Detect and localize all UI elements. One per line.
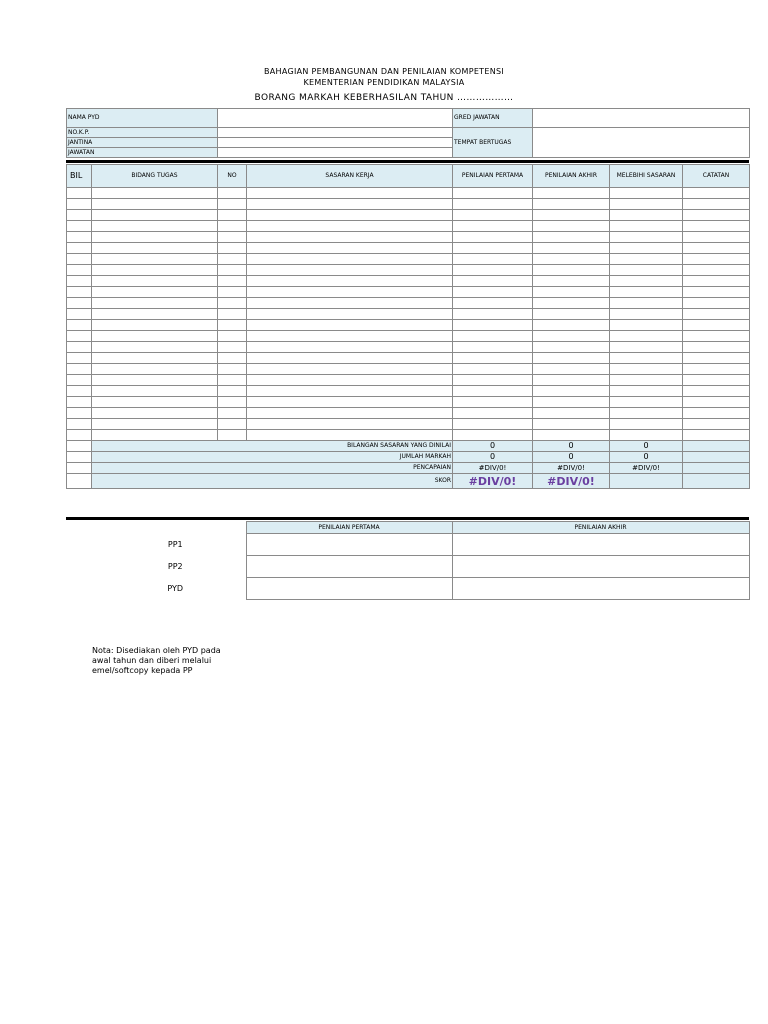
table-cell[interactable] — [533, 265, 610, 276]
jumlah-value-pertama: 0 — [453, 452, 533, 463]
table-cell[interactable] — [533, 276, 610, 287]
form-title: BORANG MARKAH KEBERHASILAN TAHUN ……………… — [254, 93, 514, 103]
table-cell[interactable] — [218, 254, 247, 265]
summary-jumlah-label: JUMLAH MARKAH — [92, 452, 453, 463]
table-cell[interactable] — [610, 375, 683, 386]
nota-text: Nota: Disediakan oleh PYD pada awal tahun dan diberi melalui emel/softcopy kepada PP — [92, 646, 221, 675]
table-cell[interactable] — [247, 188, 453, 199]
signoff-pyd-akhir[interactable] — [452, 578, 749, 600]
table-cell[interactable] — [683, 397, 750, 408]
table-cell[interactable] — [683, 298, 750, 309]
jumlah-value-melebihi: 0 — [610, 452, 683, 463]
table-cell[interactable] — [533, 353, 610, 364]
table-cell[interactable] — [533, 386, 610, 397]
field-no-kp[interactable] — [218, 128, 453, 138]
table-cell[interactable] — [92, 276, 218, 287]
table-cell[interactable] — [610, 408, 683, 419]
col-penilaian-pertama: PENILAIAN PERTAMA — [453, 165, 533, 188]
table-cell[interactable] — [533, 364, 610, 375]
table-cell[interactable] — [610, 254, 683, 265]
table-cell[interactable] — [247, 375, 453, 386]
table-cell[interactable] — [533, 375, 610, 386]
table-cell[interactable] — [610, 397, 683, 408]
signoff-pp2-akhir[interactable] — [452, 556, 749, 578]
table-cell[interactable] — [683, 375, 750, 386]
table-cell[interactable] — [533, 221, 610, 232]
table-cell[interactable] — [92, 221, 218, 232]
table-row — [67, 210, 750, 221]
header-line-1: BAHAGIAN PEMBANGUNAN DAN PENILAIAN KOMPETENSI — [263, 67, 505, 76]
table-cell[interactable] — [67, 254, 92, 265]
table-row — [67, 287, 750, 298]
table-row — [67, 232, 750, 243]
table-cell[interactable] — [683, 408, 750, 419]
table-cell[interactable] — [218, 287, 247, 298]
table-cell[interactable] — [67, 232, 92, 243]
table-cell[interactable] — [683, 243, 750, 254]
table-row — [67, 386, 750, 397]
table-cell[interactable] — [610, 232, 683, 243]
summary-skor-label: SKOR — [92, 474, 453, 489]
table-cell[interactable] — [533, 331, 610, 342]
table-row — [67, 397, 750, 408]
table-cell[interactable] — [683, 287, 750, 298]
table-cell[interactable] — [218, 364, 247, 375]
table-cell[interactable] — [683, 309, 750, 320]
table-cell[interactable] — [92, 199, 218, 210]
table-cell[interactable] — [247, 298, 453, 309]
table-cell[interactable] — [67, 210, 92, 221]
table-row — [67, 188, 750, 199]
table-cell[interactable] — [218, 430, 247, 441]
signoff-table — [66, 521, 750, 600]
table-row — [67, 265, 750, 276]
table-row — [67, 430, 750, 441]
table-row — [67, 331, 750, 342]
table-cell[interactable] — [218, 199, 247, 210]
signoff-label-pp1: PP1 — [167, 539, 183, 549]
table-cell[interactable] — [218, 232, 247, 243]
summary-pencapaian-label: PENCAPAIAN — [92, 463, 453, 474]
table-cell[interactable] — [610, 243, 683, 254]
table-cell[interactable] — [683, 320, 750, 331]
field-nama-pyd[interactable] — [218, 109, 453, 128]
table-cell[interactable] — [533, 309, 610, 320]
table-cell[interactable] — [92, 386, 218, 397]
skor-value-akhir: #DIV/0! — [533, 474, 610, 489]
table-cell[interactable] — [453, 430, 533, 441]
table-cell[interactable] — [67, 265, 92, 276]
table-cell[interactable] — [683, 419, 750, 430]
table-cell[interactable] — [218, 419, 247, 430]
table-cell[interactable] — [247, 397, 453, 408]
field-jawatan[interactable] — [218, 148, 453, 158]
table-cell[interactable] — [683, 199, 750, 210]
table-cell[interactable] — [453, 309, 533, 320]
col-penilaian-akhir: PENILAIAN AKHIR — [533, 165, 610, 188]
signoff-col-akhir: PENILAIAN AKHIR — [452, 522, 749, 534]
table-cell[interactable] — [247, 265, 453, 276]
table-cell[interactable] — [247, 419, 453, 430]
table-cell[interactable] — [453, 287, 533, 298]
summary-bilangan-label: BILANGAN SASARAN YANG DINILAI — [92, 441, 453, 452]
table-cell[interactable] — [247, 287, 453, 298]
table-cell[interactable] — [610, 298, 683, 309]
table-cell[interactable] — [218, 309, 247, 320]
table-cell[interactable] — [92, 408, 218, 419]
table-cell[interactable] — [683, 276, 750, 287]
table-cell[interactable] — [533, 243, 610, 254]
table-cell[interactable] — [610, 364, 683, 375]
field-jantina[interactable] — [218, 138, 453, 148]
pencapaian-value-melebihi: #DIV/0! — [610, 463, 683, 474]
table-cell[interactable] — [453, 276, 533, 287]
table-cell[interactable] — [218, 276, 247, 287]
table-cell[interactable] — [453, 254, 533, 265]
table-cell[interactable] — [533, 419, 610, 430]
table-cell[interactable] — [610, 353, 683, 364]
table-cell[interactable] — [533, 408, 610, 419]
table-cell[interactable] — [67, 320, 92, 331]
table-cell[interactable] — [67, 342, 92, 353]
table-cell[interactable] — [67, 430, 92, 441]
table-cell[interactable] — [533, 188, 610, 199]
table-cell[interactable] — [683, 188, 750, 199]
table-cell[interactable] — [247, 232, 453, 243]
table-row — [67, 364, 750, 375]
table-cell[interactable] — [218, 298, 247, 309]
label-tempat-bertugas: TEMPAT BERTUGAS — [453, 128, 533, 158]
table-cell[interactable] — [610, 276, 683, 287]
signoff-label-pyd: PYD — [167, 583, 184, 593]
table-cell[interactable] — [453, 265, 533, 276]
table-cell[interactable] — [683, 342, 750, 353]
table-row — [67, 276, 750, 287]
table-cell[interactable] — [683, 386, 750, 397]
table-cell[interactable] — [218, 408, 247, 419]
table-cell[interactable] — [453, 243, 533, 254]
table-cell[interactable] — [453, 298, 533, 309]
field-tempat-bertugas[interactable] — [533, 128, 750, 158]
summary-pencapaian-row — [67, 463, 750, 474]
table-row — [67, 243, 750, 254]
table-cell[interactable] — [92, 309, 218, 320]
table-cell[interactable] — [533, 232, 610, 243]
header-line-2: KEMENTERIAN PENDIDIKAN MALAYSIA — [303, 78, 465, 87]
table-cell[interactable] — [533, 210, 610, 221]
table-cell[interactable] — [247, 430, 453, 441]
table-cell[interactable] — [92, 397, 218, 408]
col-catatan: CATATAN — [683, 165, 750, 188]
table-cell[interactable] — [67, 331, 92, 342]
table-cell[interactable] — [610, 342, 683, 353]
table-cell[interactable] — [610, 430, 683, 441]
signoff-pp2-pertama[interactable] — [246, 556, 452, 578]
table-cell[interactable] — [92, 320, 218, 331]
table-row — [67, 254, 750, 265]
table-cell[interactable] — [218, 375, 247, 386]
table-cell[interactable] — [247, 221, 453, 232]
col-bidang-tugas: BIDANG TUGAS — [92, 165, 218, 188]
table-cell[interactable] — [67, 199, 92, 210]
table-cell[interactable] — [92, 188, 218, 199]
skor-value-pertama: #DIV/0! — [453, 474, 533, 489]
table-cell[interactable] — [610, 210, 683, 221]
table-row — [67, 320, 750, 331]
table-cell[interactable] — [247, 309, 453, 320]
table-cell[interactable] — [92, 331, 218, 342]
table-cell[interactable] — [453, 210, 533, 221]
table-cell[interactable] — [533, 342, 610, 353]
table-cell[interactable] — [67, 221, 92, 232]
table-header-row — [67, 165, 750, 188]
table-cell[interactable] — [533, 397, 610, 408]
signoff-pp1-akhir[interactable] — [452, 534, 749, 556]
table-cell[interactable] — [247, 408, 453, 419]
table-cell[interactable] — [610, 386, 683, 397]
table-cell[interactable] — [67, 364, 92, 375]
label-jawatan: JAWATAN — [67, 148, 218, 158]
table-row — [67, 419, 750, 430]
table-cell[interactable] — [67, 309, 92, 320]
col-sasaran-kerja: SASARAN KERJA — [247, 165, 453, 188]
table-cell[interactable] — [610, 331, 683, 342]
table-cell[interactable] — [453, 232, 533, 243]
bilangan-value-akhir: 0 — [533, 441, 610, 452]
table-cell[interactable] — [92, 287, 218, 298]
table-cell[interactable] — [533, 254, 610, 265]
table-cell[interactable] — [683, 221, 750, 232]
col-no: NO — [218, 165, 247, 188]
table-row — [67, 309, 750, 320]
table-cell[interactable] — [610, 419, 683, 430]
table-cell[interactable] — [67, 419, 92, 430]
table-cell[interactable] — [683, 232, 750, 243]
col-melebihi-sasaran: MELEBIHI SASARAN — [610, 165, 683, 188]
pencapaian-value-pertama: #DIV/0! — [453, 463, 533, 474]
table-cell[interactable] — [218, 386, 247, 397]
table-cell[interactable] — [683, 364, 750, 375]
table-cell[interactable] — [67, 408, 92, 419]
table-cell[interactable] — [453, 320, 533, 331]
signoff-pp1-pertama[interactable] — [246, 534, 452, 556]
label-gred-jawatan: GRED JAWATAN — [453, 109, 533, 128]
table-cell[interactable] — [92, 232, 218, 243]
table-cell[interactable] — [610, 320, 683, 331]
signoff-col-pertama: PENILAIAN PERTAMA — [246, 522, 452, 534]
table-cell[interactable] — [92, 364, 218, 375]
table-cell[interactable] — [453, 342, 533, 353]
table-cell[interactable] — [67, 386, 92, 397]
table-cell[interactable] — [92, 375, 218, 386]
table-cell[interactable] — [67, 353, 92, 364]
table-cell[interactable] — [218, 265, 247, 276]
divider-top — [66, 160, 749, 163]
table-cell[interactable] — [92, 430, 218, 441]
table-cell[interactable] — [610, 309, 683, 320]
bilangan-value-pertama: 0 — [453, 441, 533, 452]
table-cell[interactable] — [453, 353, 533, 364]
table-cell[interactable] — [247, 243, 453, 254]
table-cell[interactable] — [218, 331, 247, 342]
table-cell[interactable] — [92, 298, 218, 309]
table-row — [67, 342, 750, 353]
table-cell[interactable] — [218, 320, 247, 331]
table-cell[interactable] — [218, 243, 247, 254]
table-cell[interactable] — [247, 210, 453, 221]
table-cell[interactable] — [67, 243, 92, 254]
table-cell[interactable] — [453, 331, 533, 342]
table-cell[interactable] — [683, 265, 750, 276]
table-cell[interactable] — [453, 408, 533, 419]
table-row — [67, 199, 750, 210]
table-cell[interactable] — [453, 199, 533, 210]
table-row — [67, 353, 750, 364]
bilangan-value-melebihi: 0 — [610, 441, 683, 452]
table-cell[interactable] — [218, 221, 247, 232]
table-cell[interactable] — [453, 419, 533, 430]
table-cell[interactable] — [610, 265, 683, 276]
table-cell[interactable] — [683, 353, 750, 364]
table-cell[interactable] — [610, 221, 683, 232]
label-no-kp: NO.K.P. — [67, 128, 218, 138]
info-table — [66, 108, 750, 158]
table-cell[interactable] — [610, 287, 683, 298]
table-cell[interactable] — [218, 210, 247, 221]
field-gred-jawatan[interactable] — [533, 109, 750, 128]
jumlah-value-akhir: 0 — [533, 452, 610, 463]
signoff-pyd-pertama[interactable] — [246, 578, 452, 600]
table-row — [67, 375, 750, 386]
table-cell[interactable] — [67, 375, 92, 386]
table-cell[interactable] — [247, 199, 453, 210]
label-nama-pyd: NAMA PYD — [67, 109, 218, 128]
table-cell[interactable] — [683, 254, 750, 265]
table-cell[interactable] — [247, 353, 453, 364]
table-cell[interactable] — [92, 353, 218, 364]
divider-bottom — [66, 517, 749, 520]
table-cell[interactable] — [683, 430, 750, 441]
table-row — [67, 298, 750, 309]
pencapaian-value-akhir: #DIV/0! — [533, 463, 610, 474]
table-cell[interactable] — [247, 342, 453, 353]
label-jantina: JANTINA — [67, 138, 218, 148]
table-cell[interactable] — [247, 386, 453, 397]
table-cell[interactable] — [247, 320, 453, 331]
table-row — [67, 408, 750, 419]
summary-bilangan-row — [67, 441, 750, 452]
table-cell[interactable] — [218, 342, 247, 353]
table-cell[interactable] — [92, 419, 218, 430]
table-cell[interactable] — [533, 287, 610, 298]
table-cell[interactable] — [67, 397, 92, 408]
table-cell[interactable] — [533, 320, 610, 331]
table-cell[interactable] — [247, 254, 453, 265]
table-cell[interactable] — [67, 287, 92, 298]
table-cell[interactable] — [247, 331, 453, 342]
table-cell[interactable] — [533, 199, 610, 210]
table-cell[interactable] — [67, 188, 92, 199]
col-bil: BIL — [67, 165, 92, 188]
table-cell[interactable] — [533, 298, 610, 309]
signoff-label-pp2: PP2 — [167, 561, 183, 571]
table-cell[interactable] — [92, 265, 218, 276]
table-cell[interactable] — [67, 276, 92, 287]
table-row — [67, 221, 750, 232]
table-cell[interactable] — [247, 276, 453, 287]
table-cell[interactable] — [92, 342, 218, 353]
table-cell[interactable] — [683, 331, 750, 342]
table-cell[interactable] — [610, 188, 683, 199]
table-cell[interactable] — [247, 364, 453, 375]
table-cell[interactable] — [453, 364, 533, 375]
keberhasilan-table — [66, 164, 750, 489]
table-cell[interactable] — [453, 397, 533, 408]
table-cell[interactable] — [92, 254, 218, 265]
table-cell[interactable] — [453, 188, 533, 199]
table-cell[interactable] — [67, 298, 92, 309]
table-cell[interactable] — [683, 210, 750, 221]
table-cell[interactable] — [92, 210, 218, 221]
table-cell[interactable] — [453, 221, 533, 232]
table-cell[interactable] — [533, 430, 610, 441]
table-cell[interactable] — [218, 397, 247, 408]
table-cell[interactable] — [92, 243, 218, 254]
table-cell[interactable] — [218, 188, 247, 199]
table-cell[interactable] — [453, 375, 533, 386]
table-cell[interactable] — [218, 353, 247, 364]
table-cell[interactable] — [610, 199, 683, 210]
summary-jumlah-row — [67, 452, 750, 463]
table-cell[interactable] — [453, 386, 533, 397]
summary-skor-row — [67, 474, 750, 489]
